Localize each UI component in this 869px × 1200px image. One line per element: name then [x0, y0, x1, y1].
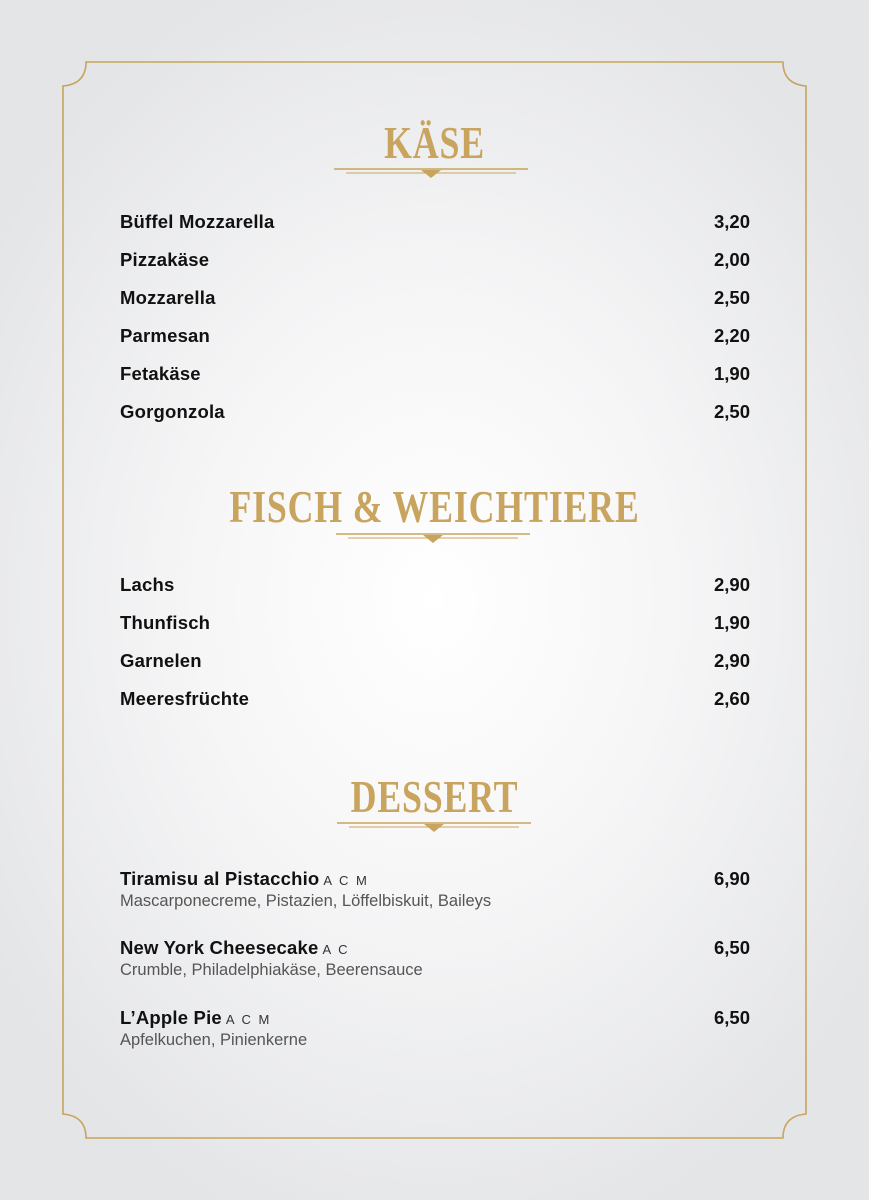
item-name: Pizzakäse	[120, 249, 210, 270]
section-title-fisch: FISCH & WEICHTIERE	[229, 481, 640, 532]
menu-item	[120, 325, 750, 349]
section-title-dessert: DESSERT	[350, 771, 519, 822]
item-name-text: L’Apple Pie	[120, 1007, 222, 1028]
item-price: 2,20	[713, 325, 750, 346]
menu-item	[120, 363, 750, 387]
item-price: 2,00	[713, 249, 750, 270]
menu-item	[120, 287, 750, 311]
item-price: 2,50	[713, 401, 750, 422]
menu-item	[120, 688, 750, 712]
item-name: Meeresfrüchte	[120, 688, 250, 709]
menu-item	[120, 612, 750, 636]
menu-item	[120, 211, 750, 235]
item-name: Garnelen	[120, 650, 202, 671]
item-price: 2,90	[713, 574, 750, 595]
item-name: Lachs	[120, 574, 175, 595]
item-price: 1,90	[713, 612, 750, 633]
item-name: Gorgonzola	[120, 401, 225, 422]
item-name: Büffel Mozzarella	[120, 211, 275, 232]
item-name: Mozzarella	[120, 287, 216, 308]
item-price: 2,60	[713, 688, 750, 709]
item-allergens: A C M	[323, 873, 369, 888]
menu-item	[120, 1007, 750, 1053]
item-name: Parmesan	[120, 325, 211, 346]
item-price: 1,90	[713, 363, 750, 384]
menu-item	[120, 650, 750, 674]
menu-item	[120, 574, 750, 598]
item-name	[120, 1007, 271, 1029]
item-price: 2,50	[713, 287, 750, 308]
item-price: 2,90	[713, 650, 750, 671]
item-price: 6,90	[713, 868, 750, 889]
item-name-text: New York Cheesecake	[120, 937, 319, 958]
menu-item	[120, 401, 750, 425]
title-ornament-dessert	[0, 820, 869, 834]
item-name	[120, 937, 349, 959]
item-allergens: A C M	[225, 1012, 272, 1027]
item-description: Mascarponecreme, Pistazien, Löffelbiskuit, Baileys	[120, 892, 492, 910]
item-description: Crumble, Philadelphiakäse, Beerensauce	[120, 961, 423, 979]
item-description: Apfelkuchen, Pinienkerne	[120, 1031, 308, 1049]
menu-item	[120, 249, 750, 273]
item-name-text: Tiramisu al Pistacchio	[120, 868, 320, 889]
item-price: 3,20	[713, 211, 750, 232]
menu-item	[120, 868, 750, 914]
item-name: Thunfisch	[120, 612, 211, 633]
item-price: 6,50	[713, 937, 750, 958]
title-ornament-fisch	[0, 531, 869, 545]
section-title-kaese: KÄSE	[384, 117, 485, 168]
menu-item	[120, 937, 750, 983]
item-name	[120, 868, 369, 890]
title-ornament-kaese	[0, 166, 869, 180]
item-price: 6,50	[713, 1007, 750, 1028]
item-allergens: A C	[322, 942, 350, 957]
item-name: Fetakäse	[120, 363, 201, 384]
